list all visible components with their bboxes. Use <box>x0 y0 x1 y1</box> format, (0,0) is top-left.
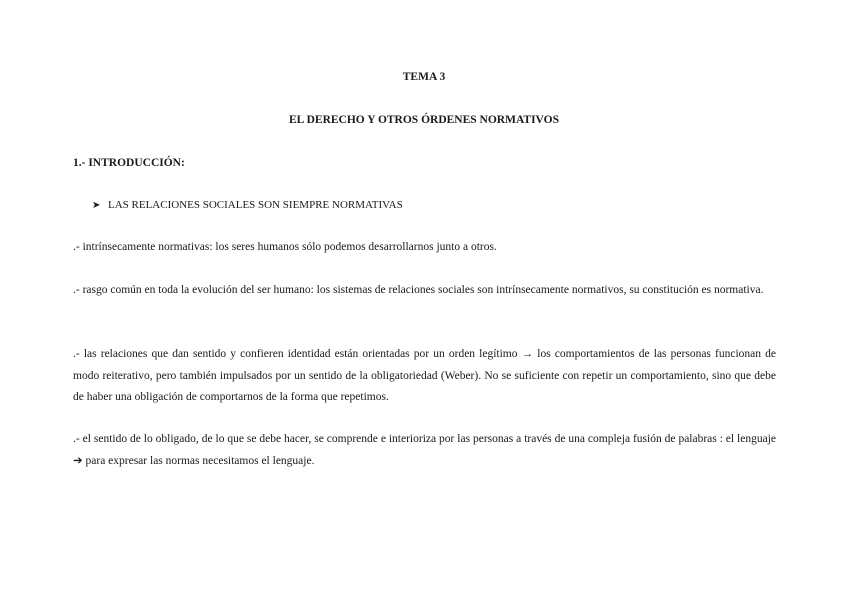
paragraph-2 <box>73 280 776 302</box>
bullet-item <box>92 199 403 211</box>
arrow-bullet-icon: ➤ <box>92 199 101 211</box>
paragraph-text: .- el sentido de lo obligado, de lo que se debe hacer, se comprende e interioriza por las personas a través de una compleja fusión de palabras : el lenguaje ➔ para expresar las normas necesitamos el lenguaje. <box>73 433 776 467</box>
paragraph-text: .- intrínsecamente normativas: los seres humanos sólo podemos desarrollarnos junto a otros. <box>73 241 497 253</box>
paragraph-text: .- rasgo común en toda la evolución del ser humano: los sistemas de relaciones sociales son intrínsecamente normativos, su constitución es normativa. <box>73 284 764 296</box>
paragraph-text: .- las relaciones que dan sentido y confieren identidad están orientadas por un orden legítimo → los comportamientos de las personas funcionan de modo reiterativo, pero también impulsados por un sentido de la obligatoriedad (Weber). No se suficiente con repetir un comportamiento, sino que debe de haber una obligación de comportarnos de la forma que repetimos. <box>73 348 776 403</box>
paragraph-3 <box>73 344 776 409</box>
document-title: EL DERECHO Y OTROS ÓRDENES NORMATIVOS <box>289 114 559 126</box>
section-heading: 1.- INTRODUCCIÓN: <box>73 157 185 169</box>
paragraph-4 <box>73 429 776 472</box>
bullet-text: LAS RELACIONES SOCIALES SON SIEMPRE NORMATIVAS <box>108 199 403 211</box>
tema-label: TEMA 3 <box>402 71 446 83</box>
paragraph-1 <box>73 237 776 259</box>
